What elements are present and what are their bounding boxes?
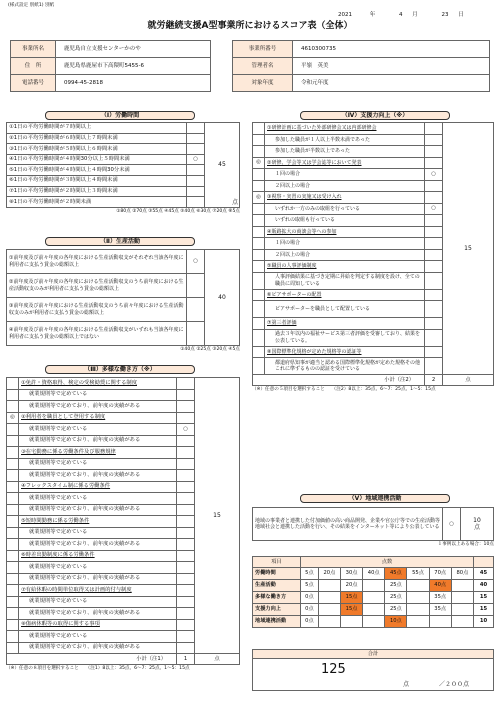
summary-cell: 30点 <box>340 568 362 580</box>
support-row-mark <box>425 261 443 273</box>
summary-cell <box>318 592 340 604</box>
support-row-text: ②研修、学会等又は学会誌等において発表 <box>265 157 425 169</box>
support-row-mark <box>425 346 443 358</box>
support-row-text: 参加した職員が１人以上半数未満であった <box>265 134 425 146</box>
support-row-text: ⑤職員の人事評価制度 <box>265 261 425 273</box>
workstyle-subtotal-unit: 点 <box>195 654 240 665</box>
facility-number: 4610300735 <box>293 41 490 58</box>
summary-row-label: 支援力向上 <box>253 604 301 616</box>
summary-cell <box>318 616 340 628</box>
support-row-text: １回の場合 <box>265 238 425 250</box>
summary-cell: 20点 <box>318 568 340 580</box>
support-row-flag <box>253 346 265 358</box>
total-max: ／２００点 <box>439 681 470 688</box>
support-row-flag <box>253 272 265 289</box>
support-row-text: ③視察・実習の実施又は受け入れ <box>265 192 425 204</box>
workstyle-row-flag <box>7 401 19 413</box>
workstyle-row-flag <box>7 608 19 620</box>
summary-cell <box>363 616 385 628</box>
summary-cell <box>407 580 429 592</box>
summary-cell: 20点 <box>340 580 362 592</box>
summary-row-label: 地域連携活動 <box>253 616 301 628</box>
support-row-mark: ○ <box>425 169 443 181</box>
workstyle-row-mark <box>177 642 195 654</box>
workstyle-row-text: 就業規則等で定めている <box>19 596 177 608</box>
workstyle-subtotal: 1 <box>177 654 195 665</box>
workstyle-row-mark <box>177 401 195 413</box>
summary-cell: 0点 <box>301 604 319 616</box>
workstyle-row-text: ①免許・資格取得、検定の受検勧奨に関する制度 <box>19 378 177 390</box>
workstyle-row-flag <box>7 550 19 562</box>
summary-cell: 0点 <box>301 616 319 628</box>
production-item-mark <box>187 322 205 346</box>
support-note: （※）任意の５項目を選択すること （注2）8以上：35点、6〜7：25点、1〜5：15点 <box>252 387 436 392</box>
summary-row <box>253 616 494 628</box>
workstyle-row-flag <box>7 470 19 482</box>
support-row-text: 人事評価結果に基づき定期に昇給を判定する制度を設け、全ての職員に周知している <box>265 272 425 289</box>
support-row-flag <box>253 301 265 318</box>
summary-row <box>253 580 494 592</box>
labor-item-mark <box>187 197 205 208</box>
support-row-flag <box>253 180 265 192</box>
support-row-text: いずれか一方のみの取組を行っている <box>265 203 425 215</box>
production-item-mark: ○ <box>187 250 205 274</box>
summary-row <box>253 568 494 580</box>
workstyle-row-mark <box>177 458 195 470</box>
phone-number: 0994-45-2818 <box>56 75 211 92</box>
workstyle-row-flag <box>7 516 19 528</box>
workstyle-row-mark <box>177 504 195 516</box>
workstyle-row-flag <box>7 642 19 654</box>
workstyle-score: 15 <box>195 378 240 654</box>
support-row-mark <box>425 358 443 375</box>
workstyle-row-text: 就業規則等で定めている <box>19 631 177 643</box>
production-score: 40 <box>205 250 240 346</box>
support-row-mark <box>425 123 443 135</box>
workstyle-row-text: 就業規則等で定めている <box>19 493 177 505</box>
summary-selected-cell: 15点 <box>340 604 362 616</box>
summary-cell: 70点 <box>429 568 451 580</box>
support-row-text: ⑦第三者評価 <box>265 318 425 330</box>
support-row-mark <box>425 180 443 192</box>
support-row-text: 都道府県知事が適当と認める国際標準化規格が定めた規格その他これに準ずるものの認証を受けている <box>265 358 425 375</box>
target-year: 令和元年度 <box>293 75 490 92</box>
regional-table <box>252 507 494 548</box>
workstyle-row-flag <box>7 539 19 551</box>
workstyle-row-flag <box>7 493 19 505</box>
support-subtotal: 2 <box>425 375 443 386</box>
summary-row-label: 多様な働き方 <box>253 592 301 604</box>
summary-cell: 80点 <box>451 568 473 580</box>
summary-selected-cell: 45点 <box>385 568 407 580</box>
summary-row-label: 生産活動 <box>253 580 301 592</box>
workstyle-row-text: ②利用者を職員として登用する制度 <box>19 412 177 424</box>
labor-item-mark: ○ <box>187 154 205 165</box>
production-table <box>6 249 240 353</box>
workstyle-row-flag <box>7 447 19 459</box>
summary-cell: 35点 <box>429 604 451 616</box>
workstyle-row-flag <box>7 585 19 597</box>
support-row-mark <box>425 215 443 227</box>
workstyle-table <box>6 377 240 672</box>
summary-cell <box>363 580 385 592</box>
support-score: 15 <box>443 123 494 375</box>
summary-cell: 55点 <box>407 568 429 580</box>
labor-item-text: ④1日の平均労働時間が４時間30分以上５時間未満 <box>7 154 187 165</box>
summary-cell: 0点 <box>301 592 319 604</box>
workstyle-row-text: 就業規則等で定めている <box>19 458 177 470</box>
labor-item-mark <box>187 165 205 176</box>
support-row-mark <box>425 192 443 204</box>
workstyle-row-mark <box>177 608 195 620</box>
support-row-flag <box>253 203 265 215</box>
workstyle-row-text: 就業規則等で定めている <box>19 424 177 436</box>
workstyle-row-flag <box>7 619 19 631</box>
summary-cell <box>363 592 385 604</box>
date-year: 2021 <box>338 12 352 18</box>
support-row-flag <box>253 358 265 375</box>
total-box: 合計 125 点 ／２００点 <box>252 649 494 691</box>
workstyle-row-flag <box>7 389 19 401</box>
summary-cell <box>318 604 340 616</box>
regional-section-title: （Ⅴ）地域連携活動 <box>300 494 450 503</box>
manager-name: 平嶺 英美 <box>293 58 490 75</box>
summary-cell <box>340 616 362 628</box>
summary-row <box>253 604 494 616</box>
date-month: 4 <box>399 12 403 18</box>
labor-item-text: ⑧1日の平均労働時間が２時間未満 <box>7 197 187 208</box>
production-section-title: （Ⅱ）生産活動 <box>45 237 195 246</box>
support-row-text: ２回以上の場合 <box>265 249 425 261</box>
labor-item-text: ③1日の平均労働時間が５時間以上６時間未満 <box>7 144 187 155</box>
workstyle-row-flag <box>7 481 19 493</box>
workstyle-row-flag <box>7 631 19 643</box>
regional-note: １事例以上ある場合：10点 <box>437 542 494 547</box>
production-item-mark <box>187 274 205 298</box>
workstyle-row-flag <box>7 458 19 470</box>
workstyle-row-flag <box>7 596 19 608</box>
workstyle-row-mark <box>177 527 195 539</box>
summary-row-total: 15 <box>474 604 494 616</box>
labor-item-mark <box>187 133 205 144</box>
support-section-title: （Ⅳ）支援力向上（※） <box>300 111 450 120</box>
summary-cell: 5点 <box>301 568 319 580</box>
support-row-flag <box>253 146 265 158</box>
summary-cell: 25点 <box>385 580 407 592</box>
workstyle-row-text: 就業規則等で定めている <box>19 389 177 401</box>
summary-cell <box>429 616 451 628</box>
support-row-flag: ◎ <box>253 157 265 169</box>
labor-note: ①80点 ②70点 ③55点 ④45点 ⑤40点 ⑥30点 ⑦20点 ⑧5点 <box>116 208 240 214</box>
labor-score: 45 点 <box>205 123 240 208</box>
support-row-flag <box>253 249 265 261</box>
summary-cell: 25点 <box>385 592 407 604</box>
total-value: 125 <box>321 662 346 677</box>
support-row-text: ⑥ピアサポーターの配置 <box>265 289 425 301</box>
support-subtotal-unit: 点 <box>443 375 494 386</box>
summary-selected-cell: 15点 <box>340 592 362 604</box>
summary-row-total: 40 <box>474 580 494 592</box>
summary-cell <box>363 604 385 616</box>
support-row-mark <box>425 226 443 238</box>
support-row <box>253 123 494 135</box>
workstyle-row-mark <box>177 562 195 574</box>
support-row-mark <box>425 146 443 158</box>
workstyle-row-flag <box>7 504 19 516</box>
support-row-mark <box>425 329 443 346</box>
support-row-text: ２回以上の場合 <box>265 180 425 192</box>
workstyle-row-mark <box>177 435 195 447</box>
labor-item-text: ①1日の平均労働時間が７時間以上 <box>7 123 187 134</box>
workstyle-row-text: 就業規則等で定めており、前年度の実績がある <box>19 401 177 413</box>
workstyle-row-mark <box>177 539 195 551</box>
workstyle-row <box>7 378 240 390</box>
date-line: 2021 年 4 月 23 日 <box>338 12 464 18</box>
workstyle-row-flag <box>7 435 19 447</box>
workstyle-section-title: （Ⅲ）多様な働き方（※） <box>45 365 195 374</box>
support-row-flag <box>253 226 265 238</box>
workstyle-row-mark <box>177 516 195 528</box>
regional-score: 10 点 <box>461 508 494 541</box>
workstyle-row-mark <box>177 585 195 597</box>
summary-cell <box>407 604 429 616</box>
workstyle-row-flag <box>7 378 19 390</box>
workstyle-row-mark <box>177 631 195 643</box>
summary-cell <box>318 580 340 592</box>
support-row-text: 過去３年以内の福祉サービス第三者評価を受審しており、結果を公表している。 <box>265 329 425 346</box>
workstyle-row-mark <box>177 596 195 608</box>
workstyle-row-text: ⑦有給休暇の時間単位取得又は計画的付与制度 <box>19 585 177 597</box>
support-row-flag <box>253 318 265 330</box>
workstyle-row-text: 就業規則等で定めており、前年度の実績がある <box>19 470 177 482</box>
support-row-flag <box>253 169 265 181</box>
workstyle-row-text: ⑧傷病休暇等の取得に関する事項 <box>19 619 177 631</box>
regional-mark: ○ <box>443 508 461 541</box>
support-row-mark <box>425 301 443 318</box>
summary-cell <box>451 604 473 616</box>
summary-cell: 5点 <box>301 580 319 592</box>
support-table <box>252 122 494 393</box>
workstyle-row-text: ⑥時差出勤制度に係る労働条件 <box>19 550 177 562</box>
workstyle-row-text: 就業規則等で定めており、前年度の実績がある <box>19 435 177 447</box>
support-row-text: いずれの取組も行っている <box>265 215 425 227</box>
support-row-flag <box>253 261 265 273</box>
total-unit: 点 <box>403 681 410 688</box>
workstyle-row-text: 就業規則等で定めており、前年度の実績がある <box>19 573 177 585</box>
workstyle-row-text: 就業規則等で定めており、前年度の実績がある <box>19 642 177 654</box>
date-day: 23 <box>441 12 449 18</box>
workstyle-row-text: 就業規則等で定めており、前年度の実績がある <box>19 608 177 620</box>
production-item-text: ①前年度及び前々年度の各年度における生産活動収支がそれぞれ当該各年度に利用者に支払う賃金の総額以上 <box>7 250 187 274</box>
labor-item-mark <box>187 144 205 155</box>
workstyle-row-flag <box>7 562 19 574</box>
labor-section-title: （Ⅰ）労働時間 <box>45 111 195 120</box>
page-title: 就労継続支援A型事業所におけるスコア表（全体） <box>147 21 353 31</box>
workstyle-row-flag <box>7 573 19 585</box>
summary-row-total: 15 <box>474 592 494 604</box>
workstyle-row-mark <box>177 619 195 631</box>
summary-row-total: 10 <box>474 616 494 628</box>
labor-item-text: ⑦1日の平均労働時間が２時間以上３時間未満 <box>7 186 187 197</box>
workstyle-row-mark <box>177 412 195 424</box>
support-row-flag <box>253 123 265 135</box>
summary-cell: 40点 <box>363 568 385 580</box>
support-row-mark <box>425 318 443 330</box>
support-row-text: １回の場合 <box>265 169 425 181</box>
workstyle-row-text: 就業規則等で定めている <box>19 562 177 574</box>
support-subtotal-label: 小計（注2） <box>253 375 425 386</box>
summary-cell <box>451 592 473 604</box>
workstyle-row-text: ③在宅勤務に係る労働条件及び服務規律 <box>19 447 177 459</box>
workstyle-row-mark <box>177 470 195 482</box>
support-row-mark <box>425 289 443 301</box>
info-table: 事業所名 鹿児島自立支援センターかのや 事業所番号 4610300735 住 所 鹿児島県鹿屋市下高隈町5455-6 管理者名 平嶺 英美 電話番号 0994-45-2818 対象年度 令和元年度 <box>10 40 490 92</box>
workstyle-row-flag <box>7 424 19 436</box>
workstyle-row-mark <box>177 378 195 390</box>
workstyle-row-mark <box>177 447 195 459</box>
workstyle-row-text: 就業規則等で定めている <box>19 527 177 539</box>
summary-selected-cell: 40点 <box>429 580 451 592</box>
support-row-flag <box>253 134 265 146</box>
production-note: ①40点 ②25点 ③20点 ④5点 <box>180 347 240 352</box>
summary-table: 項目 点数 労働時間 5点 20点 30点 40点 45点 55点 70点 80点 45 生産活動 5点 20点 25点 40点 40 多様な働き方 0点 15点 25点 35点 15 支援力向上 0点 15点 25点 35点 15 地域連携活動 0点 10点 10 <box>252 556 494 628</box>
support-row-flag <box>253 289 265 301</box>
support-row-text: ピアサポーターを職員として配置している <box>265 301 425 318</box>
labor-item-text: ⑥1日の平均労働時間が３時間以上４時間未満 <box>7 175 187 186</box>
workstyle-row-mark <box>177 573 195 585</box>
support-row-flag <box>253 329 265 346</box>
support-row-mark <box>425 272 443 289</box>
workstyle-row-mark <box>177 493 195 505</box>
support-row-text: ①研修計画に基づいた外部研修会又は内部研修会 <box>265 123 425 135</box>
production-item-mark <box>187 298 205 322</box>
labor-item-mark <box>187 186 205 197</box>
workstyle-row-text: 就業規則等で定めており、前年度の実績がある <box>19 539 177 551</box>
labor-item-mark <box>187 175 205 186</box>
workstyle-subtotal-label: 小計（注1） <box>7 654 177 665</box>
support-row-mark <box>425 134 443 146</box>
support-row-mark <box>425 238 443 250</box>
workstyle-row-mark <box>177 481 195 493</box>
summary-cell: 35点 <box>429 592 451 604</box>
regional-text: 地域の事業者と連携した付加価値の高い商品開発、企業や官公庁等での生産活動等地域社会と連携した活動を行い、その結果をインターネット等により公表している <box>253 508 443 541</box>
summary-cell: 25点 <box>385 604 407 616</box>
summary-cell <box>451 580 473 592</box>
facility-address: 鹿児島県鹿屋市下高隈町5455-6 <box>56 58 211 75</box>
workstyle-note: （※）任意の８項目を選択すること （注1）8以上：35点、6〜7：25点、1〜5：15点 <box>6 666 190 671</box>
workstyle-row-text: ⑤短時間勤務に係る労働条件 <box>19 516 177 528</box>
labor-item-row <box>7 123 240 134</box>
support-row-flag <box>253 238 265 250</box>
workstyle-row-flag <box>7 527 19 539</box>
workstyle-row-mark <box>177 389 195 401</box>
form-label: (様式設定 別紙1) 別紙 <box>8 3 55 8</box>
support-row-flag <box>253 215 265 227</box>
summary-row-total: 45 <box>474 568 494 580</box>
support-row-text: ④販路拡大の商談会等への参加 <box>265 226 425 238</box>
workstyle-row-text: ④フレックスタイム制に係る労働条件 <box>19 481 177 493</box>
workstyle-row-flag: ◎ <box>7 412 19 424</box>
labor-item-text: ⑤1日の平均労働時間が４時間以上４時間30分未満 <box>7 165 187 176</box>
summary-selected-cell: 10点 <box>385 616 407 628</box>
support-row-text: ⑧国際標準化規格が定めた規格等の認証等 <box>265 346 425 358</box>
support-row-mark <box>425 157 443 169</box>
support-row-mark <box>425 249 443 261</box>
summary-row <box>253 592 494 604</box>
production-item-text: ④前年度及び前々年度の各年度における生産活動収支がいずれも当該各年度に利用者に支払う賃金の総額以上ではない <box>7 322 187 346</box>
support-row-mark: ○ <box>425 203 443 215</box>
support-row-flag: ◎ <box>253 192 265 204</box>
summary-cell <box>407 616 429 628</box>
workstyle-row-mark <box>177 550 195 562</box>
workstyle-row-mark: ○ <box>177 424 195 436</box>
production-item-text: ③前年度及び前々年度における生産活動収支のうち前々年度における生産活動収支のみが利用者に支払う賃金の総額以上 <box>7 298 187 322</box>
production-item-text: ②前年度及び前々年度の各年度における生産活動収支のうち前年度における生産活動収支のみが利用者に支払う賃金の総額以上 <box>7 274 187 298</box>
labor-item-mark <box>187 123 205 134</box>
facility-name: 鹿児島自立支援センターかのや <box>56 41 211 58</box>
production-item-row <box>7 250 240 274</box>
labor-item-text: ②1日の平均労働時間が６時間以上７時間未満 <box>7 133 187 144</box>
workstyle-row-text: 就業規則等で定めており、前年度の実績がある <box>19 504 177 516</box>
summary-cell <box>407 592 429 604</box>
summary-row-label: 労働時間 <box>253 568 301 580</box>
labor-table <box>6 122 240 214</box>
support-row-text: 参加した職員が半数以上であった <box>265 146 425 158</box>
summary-cell <box>451 616 473 628</box>
